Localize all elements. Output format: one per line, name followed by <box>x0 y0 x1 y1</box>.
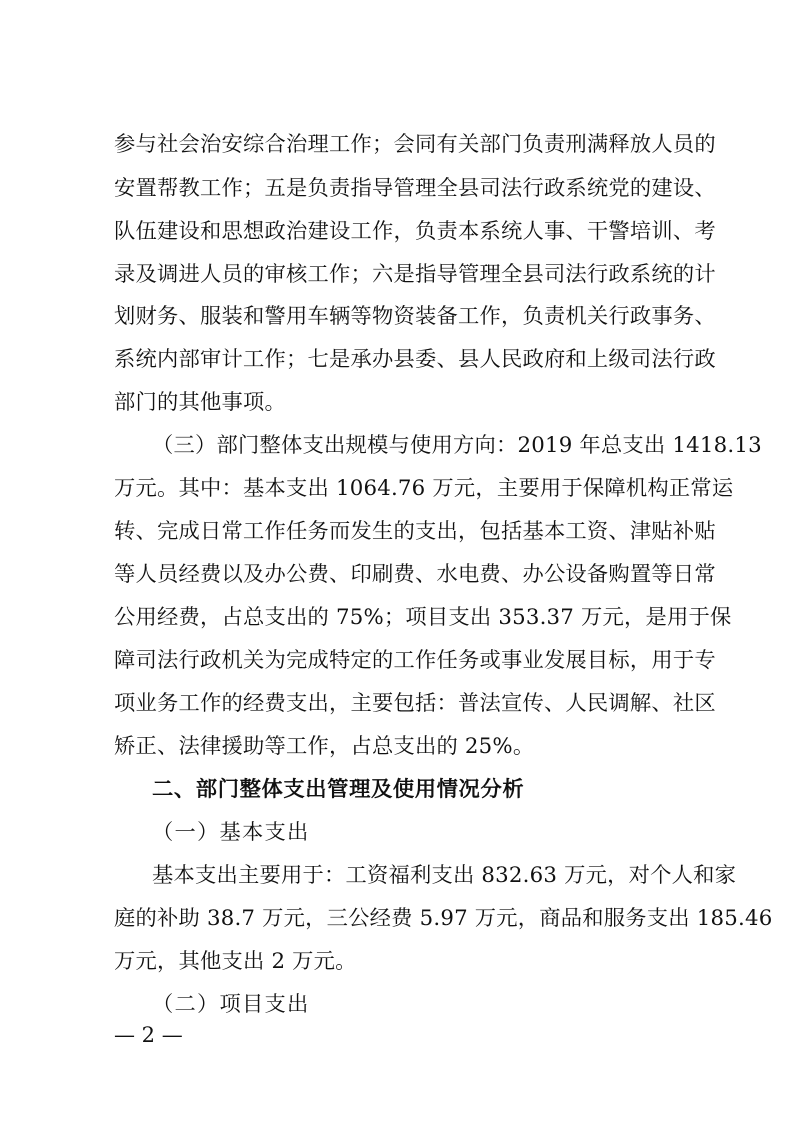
body-text-line: 公用经费，占总支出的 75%；项目支出 353.37 万元，是用于保 <box>114 605 732 630</box>
body-text-line: 转、完成日常工作任务而发生的支出，包括基本工资、津贴补贴 <box>114 519 716 544</box>
body-text-line: 系统内部审计工作；七是承办县委、县人民政府和上级司法行政 <box>114 347 716 372</box>
body-text-line: 安置帮教工作；五是负责指导管理全县司法行政系统党的建设、 <box>114 176 716 201</box>
subsection-heading: （一）基本支出 <box>152 820 310 845</box>
subsection-heading: （二）项目支出 <box>152 992 310 1017</box>
basic-paragraph-first-line: 基本支出主要用于：工资福利支出 832.63 万元，对个人和家 <box>152 863 737 888</box>
body-text-line: 项业务工作的经费支出，主要包括：普法宣传、人民调解、社区 <box>114 691 716 716</box>
body-text-line: 队伍建设和思想政治建设工作，负责本系统人事、干警培训、考 <box>114 219 716 244</box>
paragraph-3-first-line: （三）部门整体支出规模与使用方向：2019 年总支出 1418.13 <box>152 433 762 458</box>
body-text-line: 录及调进人员的审核工作；六是指导管理全县司法行政系统的计 <box>114 262 716 287</box>
body-text-line: 部门的其他事项。 <box>114 390 286 415</box>
body-text-line: 障司法行政机关为完成特定的工作任务或事业发展目标，用于专 <box>114 648 716 673</box>
section-heading: 二、部门整体支出管理及使用情况分析 <box>152 777 525 802</box>
body-text-line: 参与社会治安综合治理工作；会同有关部门负责刑满释放人员的 <box>114 132 716 157</box>
body-text-line: 等人员经费以及办公费、印刷费、水电费、办公设备购置等日常 <box>114 562 716 587</box>
body-text-line: 万元。其中：基本支出 1064.76 万元，主要用于保障机构正常运 <box>114 476 734 501</box>
body-text-line: 划财务、服装和警用车辆等物资装备工作，负责机关行政事务、 <box>114 304 716 329</box>
body-text-line: 庭的补助 38.7 万元，三公经费 5.97 万元，商品和服务支出 185.46 <box>114 906 773 931</box>
page-number: — 2 — <box>114 1023 183 1047</box>
body-text-line: 万元，其他支出 2 万元。 <box>114 949 357 974</box>
body-text-line: 矫正、法律援助等工作，占总支出的 25%。 <box>114 734 535 759</box>
